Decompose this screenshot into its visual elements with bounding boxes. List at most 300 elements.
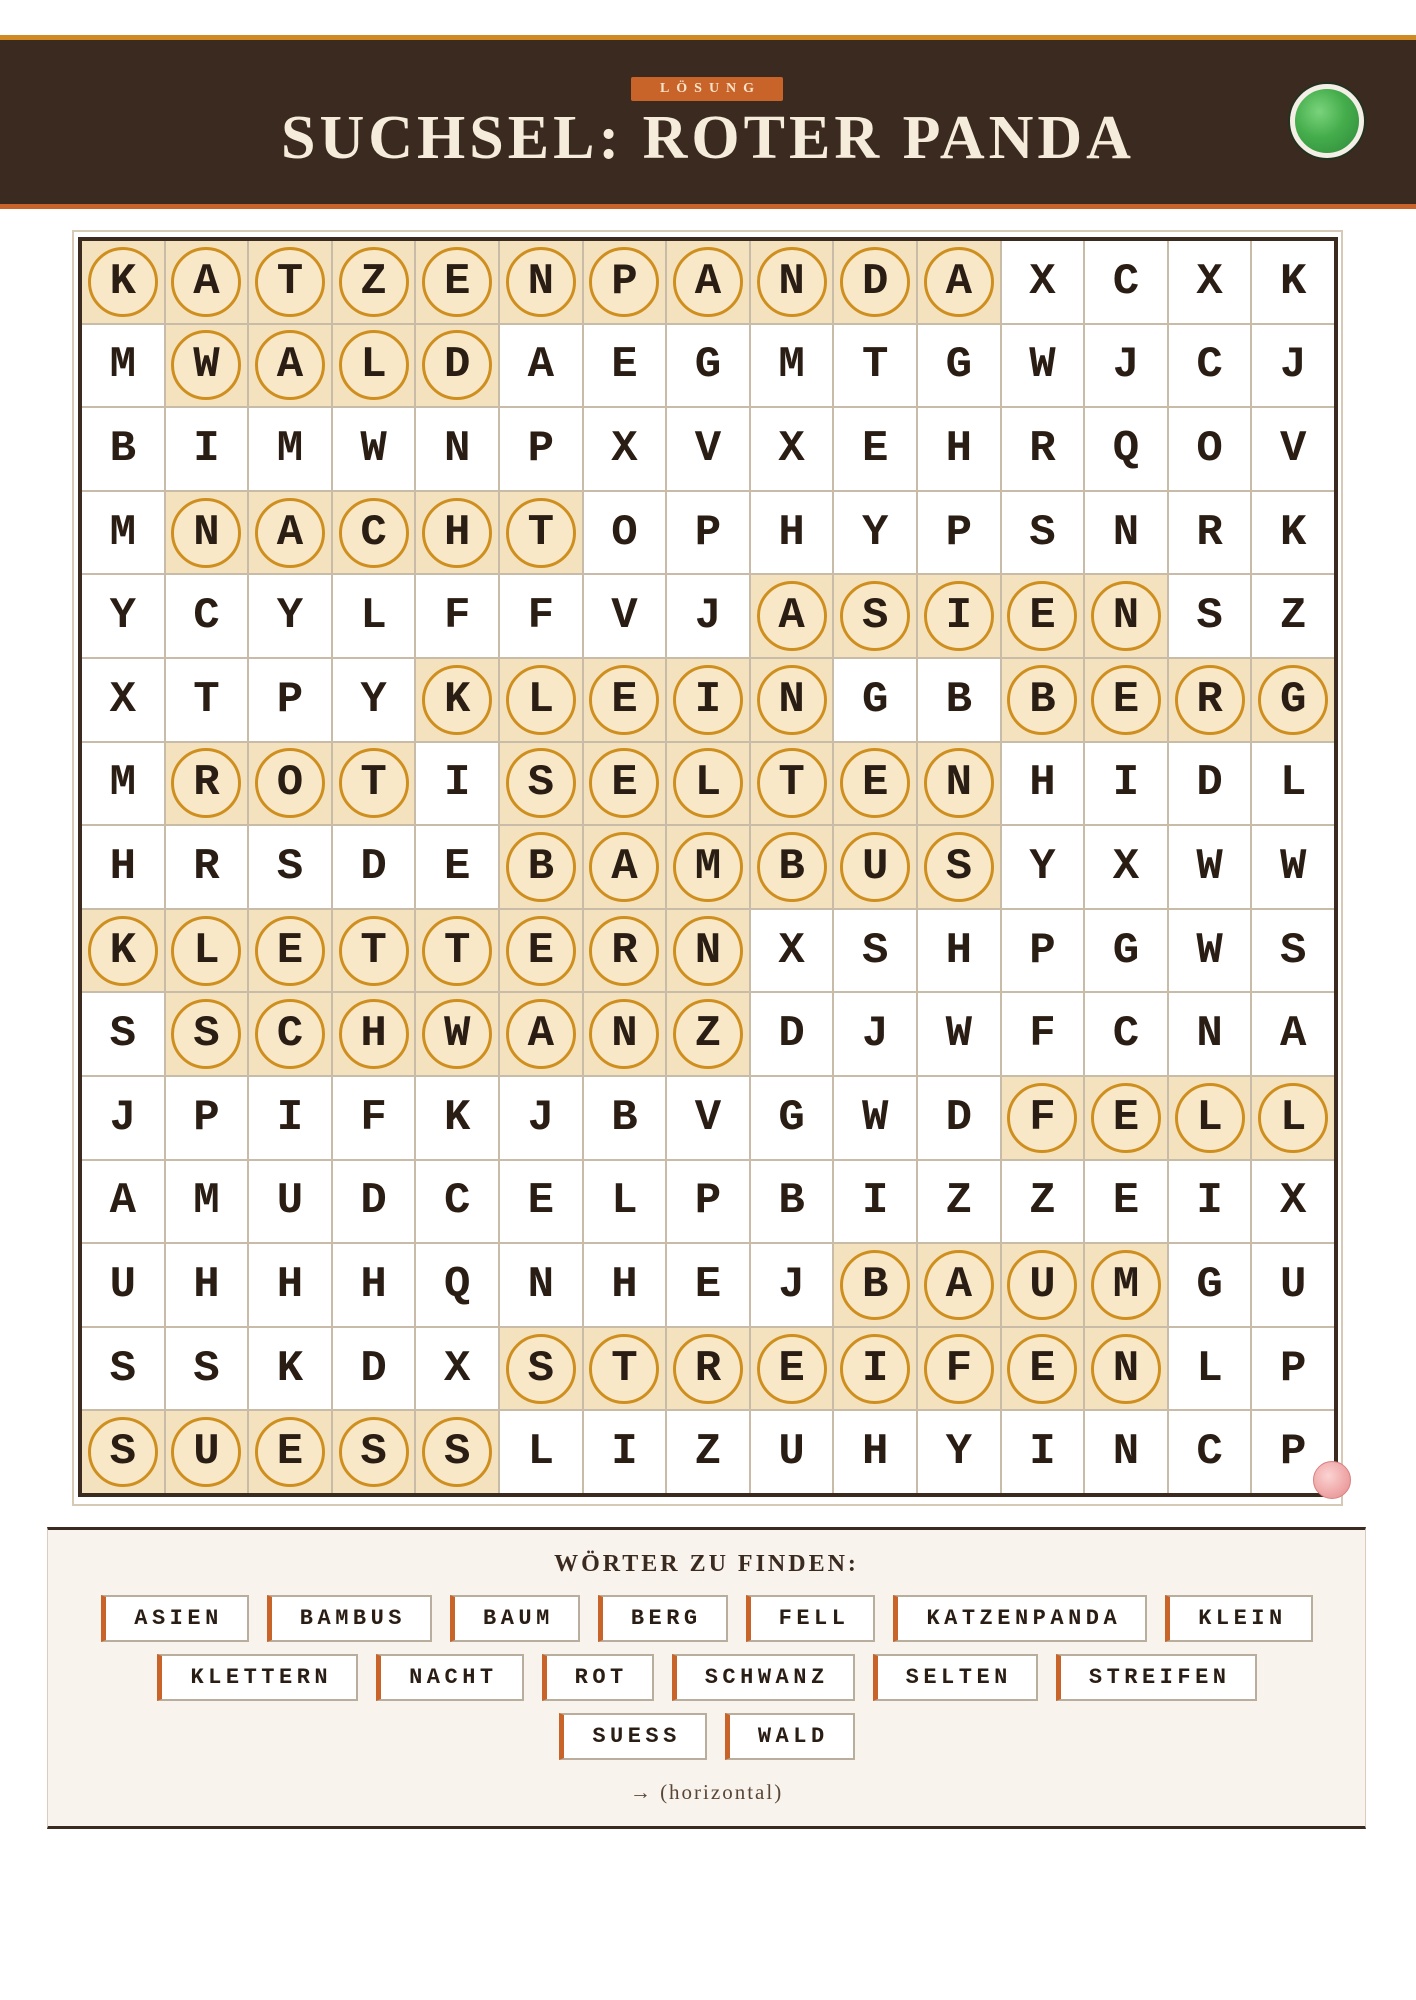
grid-cell[interactable]: [1252, 1244, 1334, 1326]
grid-letter: J: [1279, 340, 1307, 391]
grid-cell[interactable]: [834, 325, 916, 407]
grid-cell-found[interactable]: [834, 241, 916, 323]
grid-cell-found[interactable]: [918, 743, 1000, 825]
grid-cell[interactable]: [918, 659, 1000, 741]
grid-cell[interactable]: [249, 1244, 331, 1326]
grid-cell[interactable]: [1002, 241, 1084, 323]
grid-cell[interactable]: [584, 1161, 666, 1243]
grid-cell[interactable]: [416, 1244, 498, 1326]
grid-cell[interactable]: [249, 659, 331, 741]
grid-letter: H: [360, 1259, 387, 1310]
grid-cell[interactable]: [1169, 1411, 1251, 1493]
grid-cell[interactable]: [1002, 993, 1084, 1075]
grid-cell-found[interactable]: [249, 1411, 331, 1493]
grid-letter: J: [778, 1259, 805, 1310]
grid-cell[interactable]: [1002, 408, 1084, 490]
grid-cell[interactable]: [751, 1244, 833, 1326]
grid-cell-found[interactable]: [333, 743, 415, 825]
grid-cell-found[interactable]: [249, 325, 331, 407]
grid-cell[interactable]: [667, 325, 749, 407]
grid-cell[interactable]: [1085, 408, 1167, 490]
grid-letter: D: [360, 841, 387, 892]
grid-cell-found[interactable]: [416, 659, 498, 741]
grid-cell[interactable]: [166, 1244, 248, 1326]
grid-cell[interactable]: [1085, 826, 1167, 908]
grid-cell[interactable]: [333, 1077, 415, 1159]
grid-cell[interactable]: [918, 1077, 1000, 1159]
grid-cell[interactable]: [82, 575, 164, 657]
grid-cell-found[interactable]: [667, 241, 749, 323]
grid-cell[interactable]: [82, 325, 164, 407]
grid-cell-found[interactable]: [667, 1328, 749, 1410]
grid-cell[interactable]: [82, 1077, 164, 1159]
grid-cell-found[interactable]: [333, 492, 415, 574]
grid-cell-found[interactable]: [166, 993, 248, 1075]
grid-letter: N: [1196, 1009, 1223, 1060]
grid-cell[interactable]: [166, 408, 248, 490]
grid-cell[interactable]: [1169, 408, 1251, 490]
grid-cell[interactable]: [82, 826, 164, 908]
green-dot-icon[interactable]: [1290, 84, 1364, 158]
grid-letter: Z: [1029, 1176, 1056, 1227]
grid-cell[interactable]: [667, 1077, 749, 1159]
grid-letter: W: [1196, 841, 1223, 892]
grid-cell[interactable]: [751, 408, 833, 490]
grid-cell[interactable]: [82, 1244, 164, 1326]
grid-letter: O: [1196, 423, 1223, 474]
grid-cell[interactable]: [584, 492, 666, 574]
grid-cell[interactable]: [333, 1328, 415, 1410]
grid-cell-found[interactable]: [249, 241, 331, 323]
circled-letter: B: [506, 832, 576, 902]
grid-cell[interactable]: [1252, 910, 1334, 992]
grid-cell-found[interactable]: [500, 659, 582, 741]
circled-letter: D: [422, 330, 492, 400]
grid-letter: E: [694, 1259, 722, 1310]
grid-letter: P: [1029, 925, 1056, 976]
grid-letter: S: [1196, 591, 1223, 642]
grid-cell-found[interactable]: [1085, 1244, 1167, 1326]
grid-cell[interactable]: [1169, 910, 1251, 992]
grid-cell[interactable]: [1252, 1161, 1334, 1243]
grid-cell[interactable]: [1169, 1328, 1251, 1410]
grid-cell[interactable]: [416, 826, 498, 908]
grid-cell-found[interactable]: [82, 241, 164, 323]
grid-letter: W: [360, 423, 387, 474]
grid-cell-found[interactable]: [166, 492, 248, 574]
grid-cell[interactable]: [166, 1328, 248, 1410]
grid-cell-found[interactable]: [416, 492, 498, 574]
grid-cell[interactable]: [249, 1077, 331, 1159]
circled-letter: U: [840, 832, 910, 902]
grid-cell[interactable]: [82, 993, 164, 1075]
grid-letter: M: [276, 423, 304, 474]
grid-cell-found[interactable]: [166, 325, 248, 407]
grid-letter: L: [527, 1427, 554, 1478]
grid-cell-found[interactable]: [416, 1411, 498, 1493]
grid-letter: I: [1112, 758, 1140, 809]
grid-cell-found[interactable]: [249, 910, 331, 992]
grid-letter: J: [109, 1092, 136, 1143]
grid-letter: X: [1279, 1176, 1307, 1227]
grid-cell-found[interactable]: [1002, 1244, 1084, 1326]
grid-cell-found[interactable]: [1169, 659, 1251, 741]
word-chip: BERG: [598, 1595, 728, 1642]
grid-cell[interactable]: [416, 1077, 498, 1159]
grid-letter: U: [109, 1259, 136, 1310]
grid-cell[interactable]: [333, 659, 415, 741]
grid-cell-found[interactable]: [500, 241, 582, 323]
grid-cell-found[interactable]: [584, 826, 666, 908]
word-chip: KATZENPANDA: [893, 1595, 1147, 1642]
grid-cell-found[interactable]: [249, 492, 331, 574]
grid-cell[interactable]: [584, 1411, 666, 1493]
grid-cell[interactable]: [1169, 743, 1251, 825]
grid-cell-found[interactable]: [500, 492, 582, 574]
grid-cell[interactable]: [751, 1161, 833, 1243]
grid-cell[interactable]: [834, 408, 916, 490]
circled-letter: Z: [339, 247, 409, 317]
grid-cell-found[interactable]: [751, 241, 833, 323]
grid-cell[interactable]: [751, 993, 833, 1075]
grid-cell[interactable]: [1252, 993, 1334, 1075]
grid-cell[interactable]: [1002, 325, 1084, 407]
grid-letter: Z: [945, 1176, 972, 1227]
grid-cell[interactable]: [834, 993, 916, 1075]
grid-cell[interactable]: [918, 1161, 1000, 1243]
grid-cell-found[interactable]: [918, 1244, 1000, 1326]
circled-letter: N: [171, 498, 241, 568]
grid-letter: H: [778, 507, 805, 558]
grid-cell[interactable]: [1085, 1161, 1167, 1243]
grid-cell-found[interactable]: [584, 241, 666, 323]
grid-cell[interactable]: [1169, 325, 1251, 407]
grid-letter: W: [1279, 841, 1307, 892]
circled-letter: S: [339, 1417, 409, 1487]
grid-cell[interactable]: [166, 659, 248, 741]
grid-cell[interactable]: [1252, 241, 1334, 323]
grid-cell-found[interactable]: [751, 1328, 833, 1410]
grid-cell[interactable]: [834, 1077, 916, 1159]
grid-cell[interactable]: [667, 1244, 749, 1326]
grid-cell[interactable]: [667, 1161, 749, 1243]
circled-letter: N: [506, 247, 576, 317]
grid-cell[interactable]: [82, 743, 164, 825]
grid-cell[interactable]: [1169, 241, 1251, 323]
grid-cell-found[interactable]: [500, 743, 582, 825]
grid-cell[interactable]: [667, 492, 749, 574]
grid-cell[interactable]: [249, 1161, 331, 1243]
circled-letter: N: [757, 665, 827, 735]
grid-cell-found[interactable]: [584, 743, 666, 825]
grid-cell-found[interactable]: [1002, 575, 1084, 657]
grid-cell[interactable]: [584, 408, 666, 490]
grid-cell[interactable]: [1169, 993, 1251, 1075]
grid-cell[interactable]: [249, 408, 331, 490]
circled-letter: N: [673, 916, 743, 986]
grid-cell-found[interactable]: [584, 910, 666, 992]
grid-cell-found[interactable]: [416, 993, 498, 1075]
grid-cell[interactable]: [1169, 1161, 1251, 1243]
grid-cell-found[interactable]: [500, 993, 582, 1075]
grid-cell[interactable]: [166, 1161, 248, 1243]
grid-cell[interactable]: [751, 1077, 833, 1159]
circled-letter: R: [1175, 665, 1245, 735]
grid-cell[interactable]: [1169, 492, 1251, 574]
grid-cell-found[interactable]: [1085, 1328, 1167, 1410]
grid-cell[interactable]: [166, 826, 248, 908]
grid-cell[interactable]: [1002, 826, 1084, 908]
grid-cell[interactable]: [834, 1411, 916, 1493]
grid-cell[interactable]: [1002, 1161, 1084, 1243]
grid-letter: C: [1112, 1009, 1140, 1060]
circled-letter: S: [840, 581, 910, 651]
grid-cell-found[interactable]: [834, 1328, 916, 1410]
grid-cell[interactable]: [416, 575, 498, 657]
grid-cell[interactable]: [918, 910, 1000, 992]
grid-cell[interactable]: [500, 325, 582, 407]
grid-letter: L: [360, 591, 387, 642]
grid-cell-found[interactable]: [1085, 1077, 1167, 1159]
grid-letter: N: [443, 423, 471, 474]
grid-cell[interactable]: [416, 1328, 498, 1410]
grid-cell-found[interactable]: [918, 575, 1000, 657]
grid-letter: J: [861, 1009, 889, 1060]
grid-cell[interactable]: [82, 1161, 164, 1243]
grid-cell[interactable]: [1252, 826, 1334, 908]
grid-letter: U: [778, 1427, 805, 1478]
circled-letter: G: [1258, 665, 1328, 735]
grid-cell[interactable]: [1252, 492, 1334, 574]
grid-cell-found[interactable]: [751, 659, 833, 741]
grid-cell-found[interactable]: [1002, 1077, 1084, 1159]
grid-cell-found[interactable]: [834, 826, 916, 908]
grid-cell[interactable]: [751, 910, 833, 992]
circled-letter: N: [757, 247, 827, 317]
grid-cell[interactable]: [500, 1161, 582, 1243]
grid-cell[interactable]: [500, 575, 582, 657]
grid-cell[interactable]: [1085, 1411, 1167, 1493]
grid-letter: U: [1279, 1259, 1307, 1310]
circled-letter: E: [840, 748, 910, 818]
grid-cell-found[interactable]: [500, 1328, 582, 1410]
grid-cell[interactable]: [584, 1077, 666, 1159]
grid-cell[interactable]: [500, 1244, 582, 1326]
grid-cell[interactable]: [918, 408, 1000, 490]
grid-cell[interactable]: [249, 826, 331, 908]
grid-cell[interactable]: [500, 408, 582, 490]
grid-cell[interactable]: [82, 1328, 164, 1410]
grid-cell-found[interactable]: [1252, 1077, 1334, 1159]
grid-cell[interactable]: [1085, 743, 1167, 825]
grid-cell-found[interactable]: [333, 1411, 415, 1493]
grid-cell[interactable]: [751, 1411, 833, 1493]
grid-letter: L: [1196, 1343, 1223, 1394]
grid-cell[interactable]: [834, 492, 916, 574]
grid-cell[interactable]: [834, 1161, 916, 1243]
grid-cell[interactable]: [333, 575, 415, 657]
grid-cell[interactable]: [667, 1411, 749, 1493]
circled-letter: R: [171, 748, 241, 818]
grid-cell[interactable]: [333, 1244, 415, 1326]
word-chip: WALD: [725, 1713, 855, 1760]
grid-cell-found[interactable]: [82, 910, 164, 992]
grid-letter: E: [443, 841, 471, 892]
grid-cell[interactable]: [918, 325, 1000, 407]
grid-cell[interactable]: [1169, 1244, 1251, 1326]
grid-cell-found[interactable]: [416, 325, 498, 407]
grid-cell-found[interactable]: [667, 743, 749, 825]
circled-letter: A: [255, 330, 325, 400]
grid-letter: S: [109, 1009, 136, 1060]
grid-cell-found[interactable]: [249, 993, 331, 1075]
grid-letter: C: [443, 1176, 471, 1227]
grid-cell-found[interactable]: [166, 241, 248, 323]
grid-cell[interactable]: [1085, 993, 1167, 1075]
grid-cell-found[interactable]: [500, 910, 582, 992]
grid-cell-found[interactable]: [751, 743, 833, 825]
circled-letter: A: [506, 999, 576, 1069]
grid-cell[interactable]: [834, 659, 916, 741]
grid-cell[interactable]: [1085, 492, 1167, 574]
grid-cell[interactable]: [1169, 575, 1251, 657]
grid-cell-found[interactable]: [416, 910, 498, 992]
grid-cell-found[interactable]: [834, 575, 916, 657]
grid-cell-found[interactable]: [166, 1411, 248, 1493]
grid-cell-found[interactable]: [166, 743, 248, 825]
grid-letter: I: [276, 1092, 304, 1143]
grid-cell-found[interactable]: [667, 993, 749, 1075]
grid-cell[interactable]: [1002, 743, 1084, 825]
grid-cell-found[interactable]: [1169, 1077, 1251, 1159]
grid-cell[interactable]: [249, 1328, 331, 1410]
circled-letter: H: [339, 999, 409, 1069]
circled-letter: S: [422, 1417, 492, 1487]
grid-cell-found[interactable]: [166, 910, 248, 992]
grid-cell[interactable]: [82, 659, 164, 741]
grid-cell-found[interactable]: [249, 743, 331, 825]
grid-cell[interactable]: [1085, 241, 1167, 323]
grid-cell[interactable]: [751, 492, 833, 574]
grid-cell-found[interactable]: [667, 826, 749, 908]
grid-cell[interactable]: [333, 1161, 415, 1243]
grid-letter: T: [861, 340, 889, 391]
grid-cell[interactable]: [1085, 325, 1167, 407]
grid-cell[interactable]: [751, 325, 833, 407]
grid-letter: M: [109, 758, 136, 809]
grid-cell[interactable]: [166, 575, 248, 657]
grid-letter: W: [1029, 340, 1056, 391]
grid-cell-found[interactable]: [834, 1244, 916, 1326]
grid-cell-found[interactable]: [918, 241, 1000, 323]
grid-cell-found[interactable]: [333, 993, 415, 1075]
grid-cell[interactable]: [82, 492, 164, 574]
grid-cell[interactable]: [918, 492, 1000, 574]
grid-letter: X: [1196, 256, 1223, 307]
grid-cell[interactable]: [667, 575, 749, 657]
grid-cell[interactable]: [416, 1161, 498, 1243]
circled-letter: E: [757, 1334, 827, 1404]
grid-cell[interactable]: [584, 325, 666, 407]
grid-cell-found[interactable]: [1002, 1328, 1084, 1410]
grid-letter: A: [1279, 1009, 1307, 1060]
grid-cell[interactable]: [584, 1244, 666, 1326]
grid-letter: P: [1279, 1343, 1307, 1394]
circled-letter: E: [255, 1417, 325, 1487]
grid-cell-found[interactable]: [834, 743, 916, 825]
circled-letter: T: [339, 916, 409, 986]
grid-cell[interactable]: [1252, 408, 1334, 490]
grid-cell-found[interactable]: [82, 1411, 164, 1493]
grid-letter: X: [1029, 256, 1056, 307]
grid-letter: H: [276, 1259, 304, 1310]
circled-letter: O: [255, 748, 325, 818]
grid-letter: S: [1029, 507, 1056, 558]
grid-cell-found[interactable]: [333, 910, 415, 992]
grid-letter: G: [861, 674, 889, 725]
grid-cell[interactable]: [416, 408, 498, 490]
grid-cell-found[interactable]: [333, 325, 415, 407]
grid-cell[interactable]: [166, 1077, 248, 1159]
grid-cell[interactable]: [416, 743, 498, 825]
grid-cell[interactable]: [1002, 1411, 1084, 1493]
grid-cell[interactable]: [584, 575, 666, 657]
grid-letter: I: [861, 1176, 889, 1227]
grid-cell[interactable]: [918, 993, 1000, 1075]
grid-cell-found[interactable]: [1252, 659, 1334, 741]
grid-cell-found[interactable]: [584, 659, 666, 741]
grid-cell[interactable]: [1252, 1328, 1334, 1410]
grid-cell-found[interactable]: [333, 241, 415, 323]
grid-cell[interactable]: [333, 408, 415, 490]
grid-cell-found[interactable]: [751, 826, 833, 908]
grid-cell[interactable]: [249, 575, 331, 657]
grid-cell-found[interactable]: [584, 1328, 666, 1410]
grid-cell[interactable]: [1252, 575, 1334, 657]
grid-cell[interactable]: [1252, 325, 1334, 407]
grid-cell-found[interactable]: [500, 826, 582, 908]
grid-cell[interactable]: [1252, 743, 1334, 825]
grid-cell-found[interactable]: [667, 659, 749, 741]
grid-cell[interactable]: [1002, 492, 1084, 574]
grid-cell[interactable]: [834, 910, 916, 992]
grid-cell-found[interactable]: [1085, 659, 1167, 741]
grid-cell-found[interactable]: [751, 575, 833, 657]
grid-letter: D: [360, 1343, 387, 1394]
grid-cell[interactable]: [82, 408, 164, 490]
grid-letter: J: [1112, 340, 1140, 391]
grid-cell-found[interactable]: [667, 910, 749, 992]
grid-cell[interactable]: [500, 1077, 582, 1159]
grid-cell-found[interactable]: [1002, 659, 1084, 741]
grid-cell[interactable]: [500, 1411, 582, 1493]
grid-cell[interactable]: [1085, 910, 1167, 992]
grid-cell-found[interactable]: [1085, 575, 1167, 657]
grid-cell-found[interactable]: [918, 826, 1000, 908]
grid-letter: N: [1112, 507, 1140, 558]
grid-letter: Y: [861, 507, 889, 558]
grid-cell[interactable]: [333, 826, 415, 908]
circled-letter: E: [589, 665, 659, 735]
grid-cell[interactable]: [918, 1411, 1000, 1493]
grid-cell[interactable]: [1002, 910, 1084, 992]
circled-letter: P: [589, 247, 659, 317]
grid-cell-found[interactable]: [416, 241, 498, 323]
grid-cell[interactable]: [1169, 826, 1251, 908]
grid-cell-found[interactable]: [584, 993, 666, 1075]
grid-cell-found[interactable]: [918, 1328, 1000, 1410]
grid-cell[interactable]: [667, 408, 749, 490]
